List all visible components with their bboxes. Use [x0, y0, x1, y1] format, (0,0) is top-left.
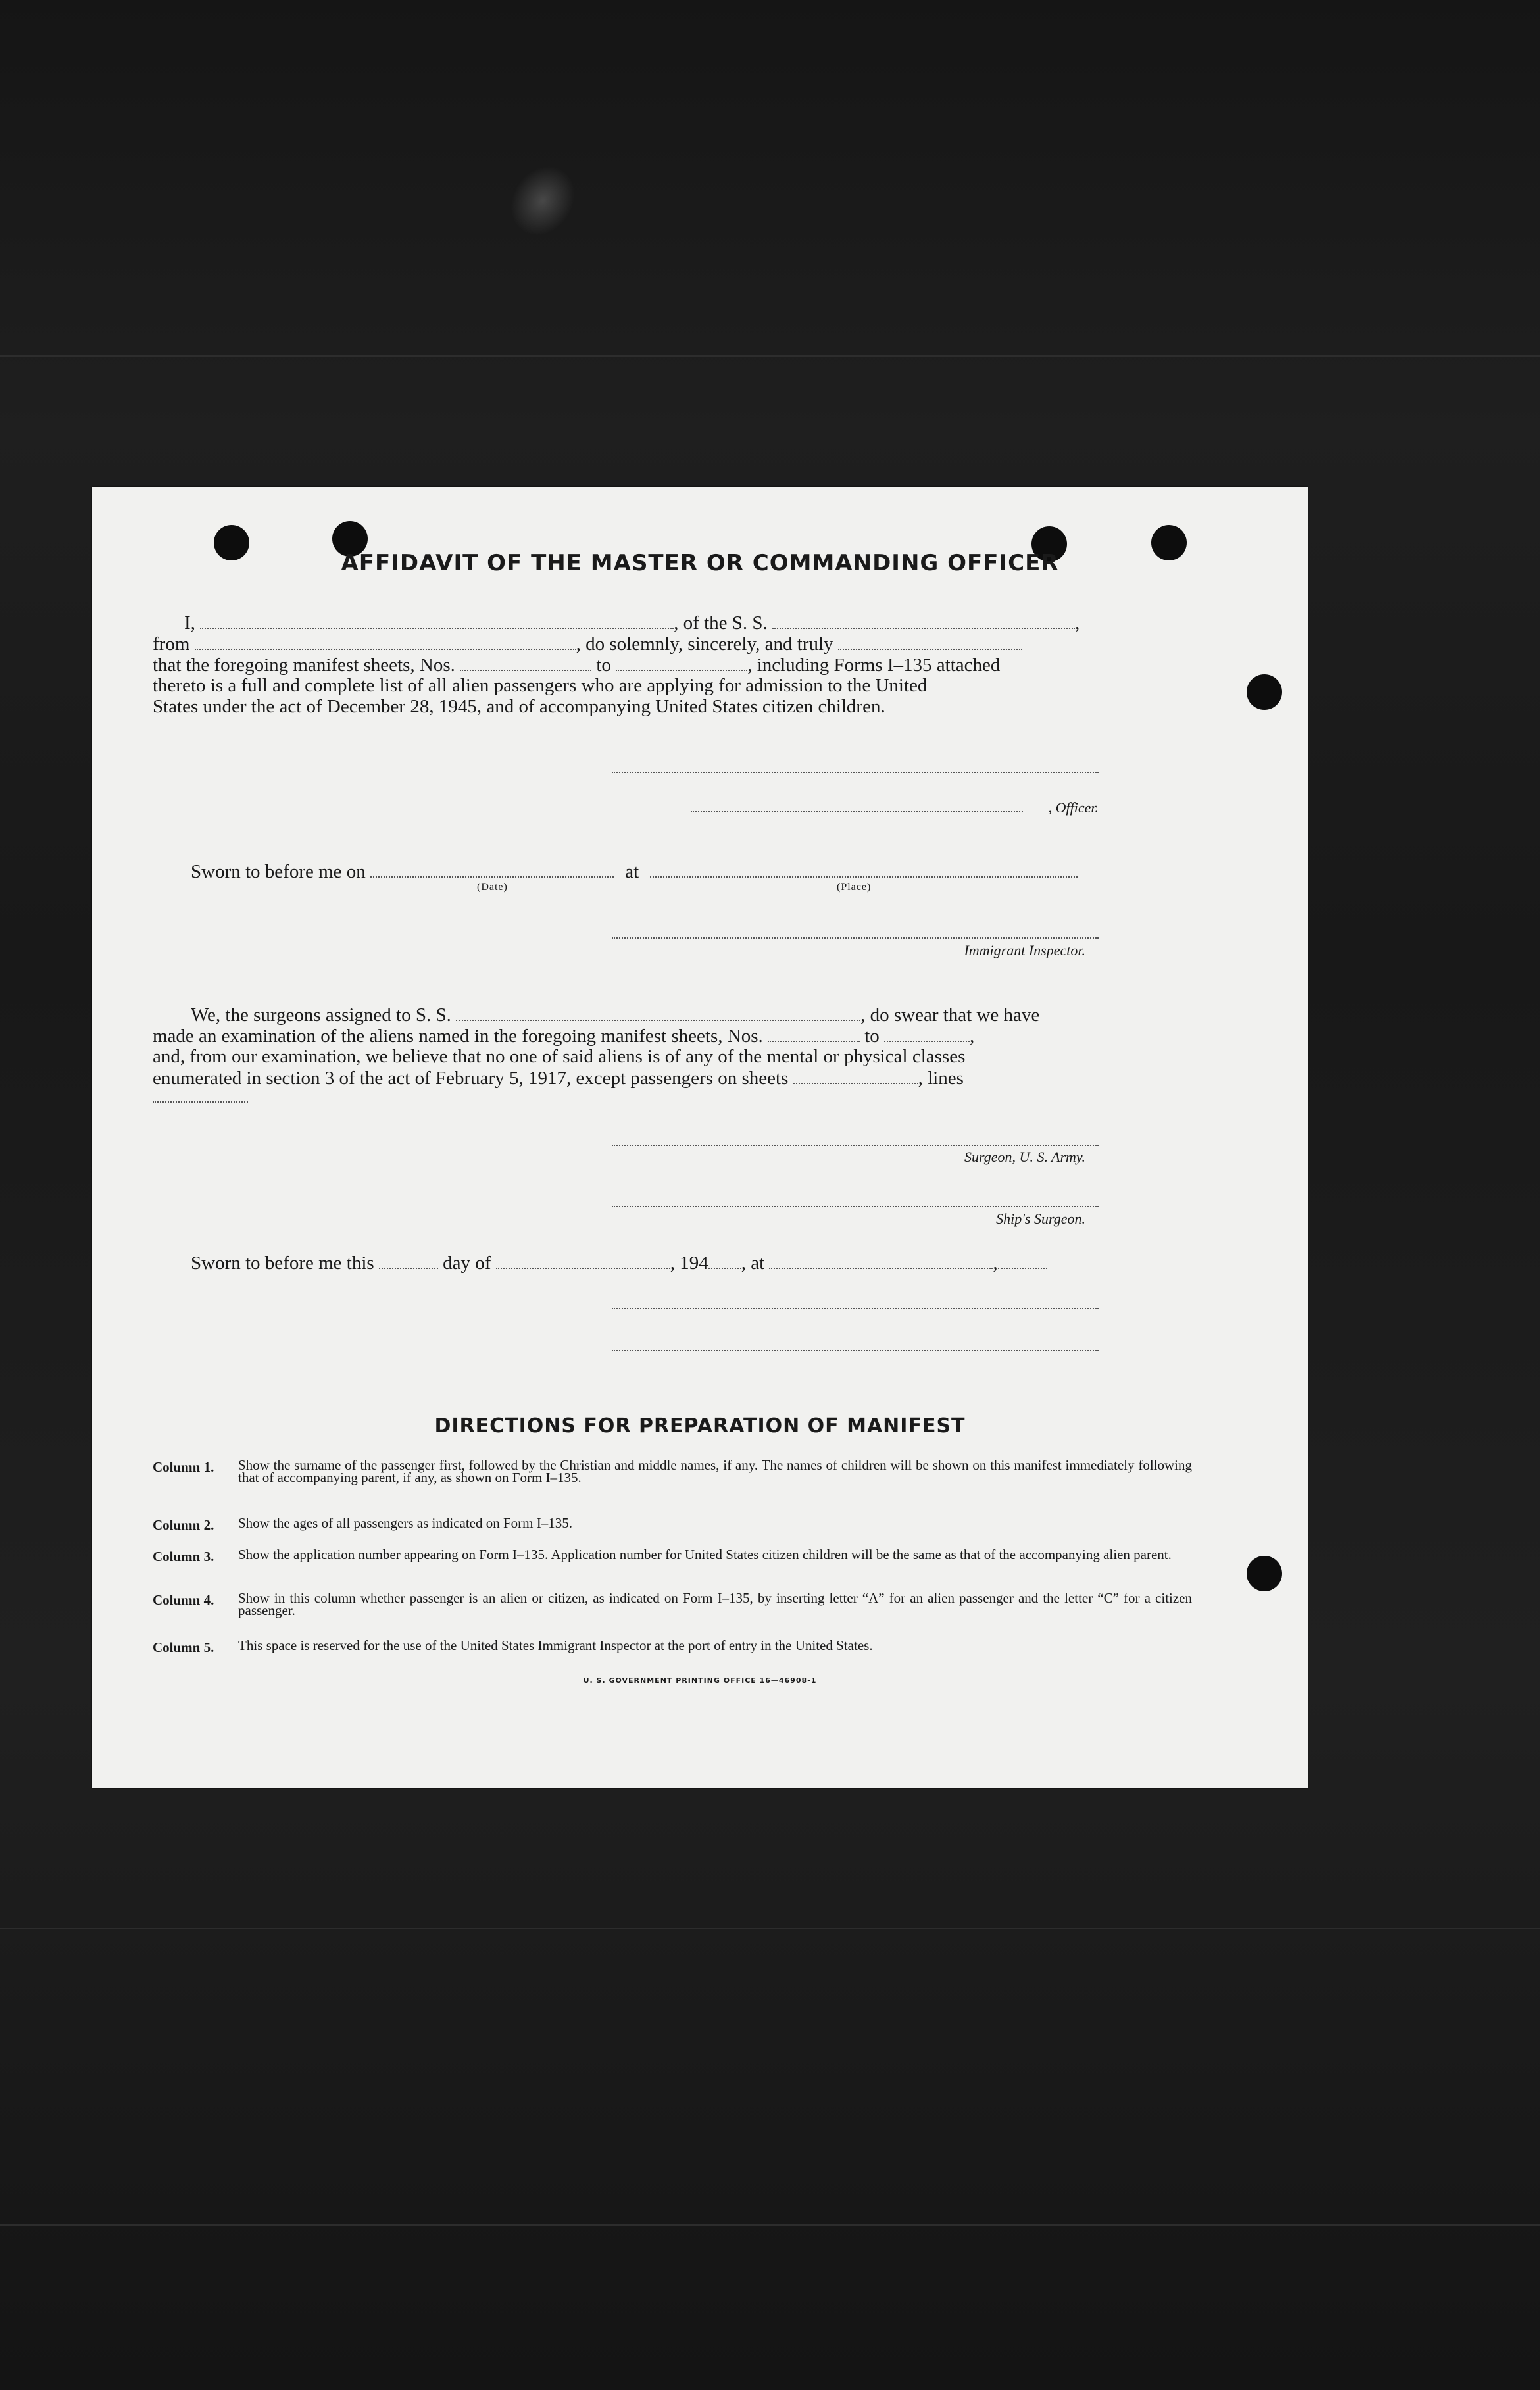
surgeon-sheet-to-field[interactable]	[884, 1025, 970, 1042]
sworn-month-field[interactable]	[496, 1252, 670, 1269]
direction-key: Column 2.	[153, 1517, 214, 1533]
port-from-field[interactable]	[195, 633, 576, 650]
direction-key: Column 4.	[153, 1592, 214, 1608]
sworn-day-line: Sworn to before me this day of , 194 , at ,	[191, 1252, 1047, 1274]
army-surgeon-signature-line[interactable]	[612, 1145, 1099, 1146]
sworn-signature-line-2[interactable]	[612, 1350, 1099, 1351]
officer-signature-line-2[interactable]	[691, 811, 1023, 812]
light-glare	[498, 154, 588, 247]
lines-field[interactable]	[153, 1101, 248, 1103]
ship-surgeon-signature-line[interactable]	[612, 1206, 1099, 1207]
affidavit-heading: AFFIDAVIT OF THE MASTER OR COMMANDING OFFICER	[341, 550, 1059, 576]
sheet-to-field[interactable]	[616, 654, 747, 671]
surgeons-line-4: enumerated in section 3 of the act of February 5, 1917, except passengers on sheets , lines	[153, 1068, 964, 1089]
direction-key: Column 1.	[153, 1459, 214, 1475]
army-surgeon-label: Surgeon, U. S. Army.	[964, 1149, 1085, 1165]
affidavit-line-2: from , do solemnly, sincerely, and truly	[153, 633, 1022, 655]
sworn-year-field[interactable]	[708, 1252, 741, 1269]
except-sheets-field[interactable]	[793, 1067, 918, 1084]
surgeons-line-1: We, the surgeons assigned to S. S. , do swear that we have	[191, 1005, 1040, 1026]
surgeons-line-2: made an examination of the aliens named in the foregoing manifest sheets, Nos. to ,	[153, 1026, 975, 1047]
direction-text: This space is reserved for the use of the United States Immigrant Inspector at the port of entry in the United States.	[238, 1637, 873, 1653]
punch-hole	[1247, 1556, 1282, 1591]
direction-text: Show the surname of the passenger first, followed by the Christian and middle names, if any. The names of children will be shown on this manifest immediately following that of accompanying parent, if any, as shown on Form I–135.	[238, 1457, 1192, 1485]
direction-key: Column 5.	[153, 1639, 214, 1655]
officer-label: , Officer.	[1048, 799, 1099, 816]
sworn-at-field[interactable]	[769, 1252, 993, 1269]
printing-office-footer: U. S. GOVERNMENT PRINTING OFFICE 16—46908-1	[583, 1676, 817, 1685]
affidavit-line-5: States under the act of December 28, 1945, and of accompanying United States citizen children.	[153, 696, 885, 717]
film-scratch	[0, 1928, 1540, 1929]
direction-text: Show the ages of all passengers as indicated on Form I–135.	[238, 1515, 572, 1531]
inspector-signature-line[interactable]	[612, 937, 1099, 939]
sworn-place-field[interactable]	[650, 860, 1078, 878]
film-scratch	[0, 2224, 1540, 2226]
punch-hole	[1247, 674, 1282, 710]
directions-heading: DIRECTIONS FOR PREPARATION OF MANIFEST	[434, 1414, 966, 1437]
place-caption: (Place)	[837, 882, 872, 893]
sheet-from-field[interactable]	[460, 654, 591, 671]
manifest-form-page	[92, 487, 1308, 1788]
film-scratch	[0, 355, 1540, 357]
ship-surgeon-label: Ship's Surgeon.	[996, 1210, 1085, 1227]
sworn-date-line: Sworn to before me on at	[191, 860, 1078, 882]
date-caption: (Date)	[477, 882, 508, 893]
surgeon-sheet-from-field[interactable]	[768, 1025, 860, 1042]
inspector-label: Immigrant Inspector.	[964, 942, 1085, 958]
sworn-at-field-2[interactable]	[998, 1252, 1047, 1269]
sworn-signature-line-1[interactable]	[612, 1308, 1099, 1309]
master-name-field[interactable]	[200, 612, 674, 629]
direction-text: Show in this column whether passenger is an alien or citizen, as indicated on Form I–135, by inserting letter “A” for an alien passenger and the letter “C” for a citizen passenger.	[238, 1590, 1192, 1618]
affidavit-line-1: I, , of the S. S. ,	[184, 612, 1080, 634]
affirm-field[interactable]	[838, 633, 1022, 650]
affidavit-line-4: thereto is a full and complete list of all alien passengers who are applying for admission to the United	[153, 675, 928, 696]
direction-key: Column 3.	[153, 1549, 214, 1564]
affidavit-line-3: that the foregoing manifest sheets, Nos. to , including Forms I–135 attached	[153, 655, 1001, 676]
sworn-date-field[interactable]	[370, 860, 614, 878]
sworn-day-field[interactable]	[379, 1252, 438, 1269]
officer-signature-line-1[interactable]	[612, 772, 1099, 773]
ship-name-field[interactable]	[772, 612, 1075, 629]
surgeon-ship-field[interactable]	[456, 1004, 860, 1021]
surgeons-line-3: and, from our examination, we believe that no one of said aliens is of any of the mental or physical classes	[153, 1046, 966, 1067]
direction-text: Show the application number appearing on Form I–135. Application number for United States citizen children will be the same as that of the accompanying alien parent.	[238, 1547, 1172, 1562]
